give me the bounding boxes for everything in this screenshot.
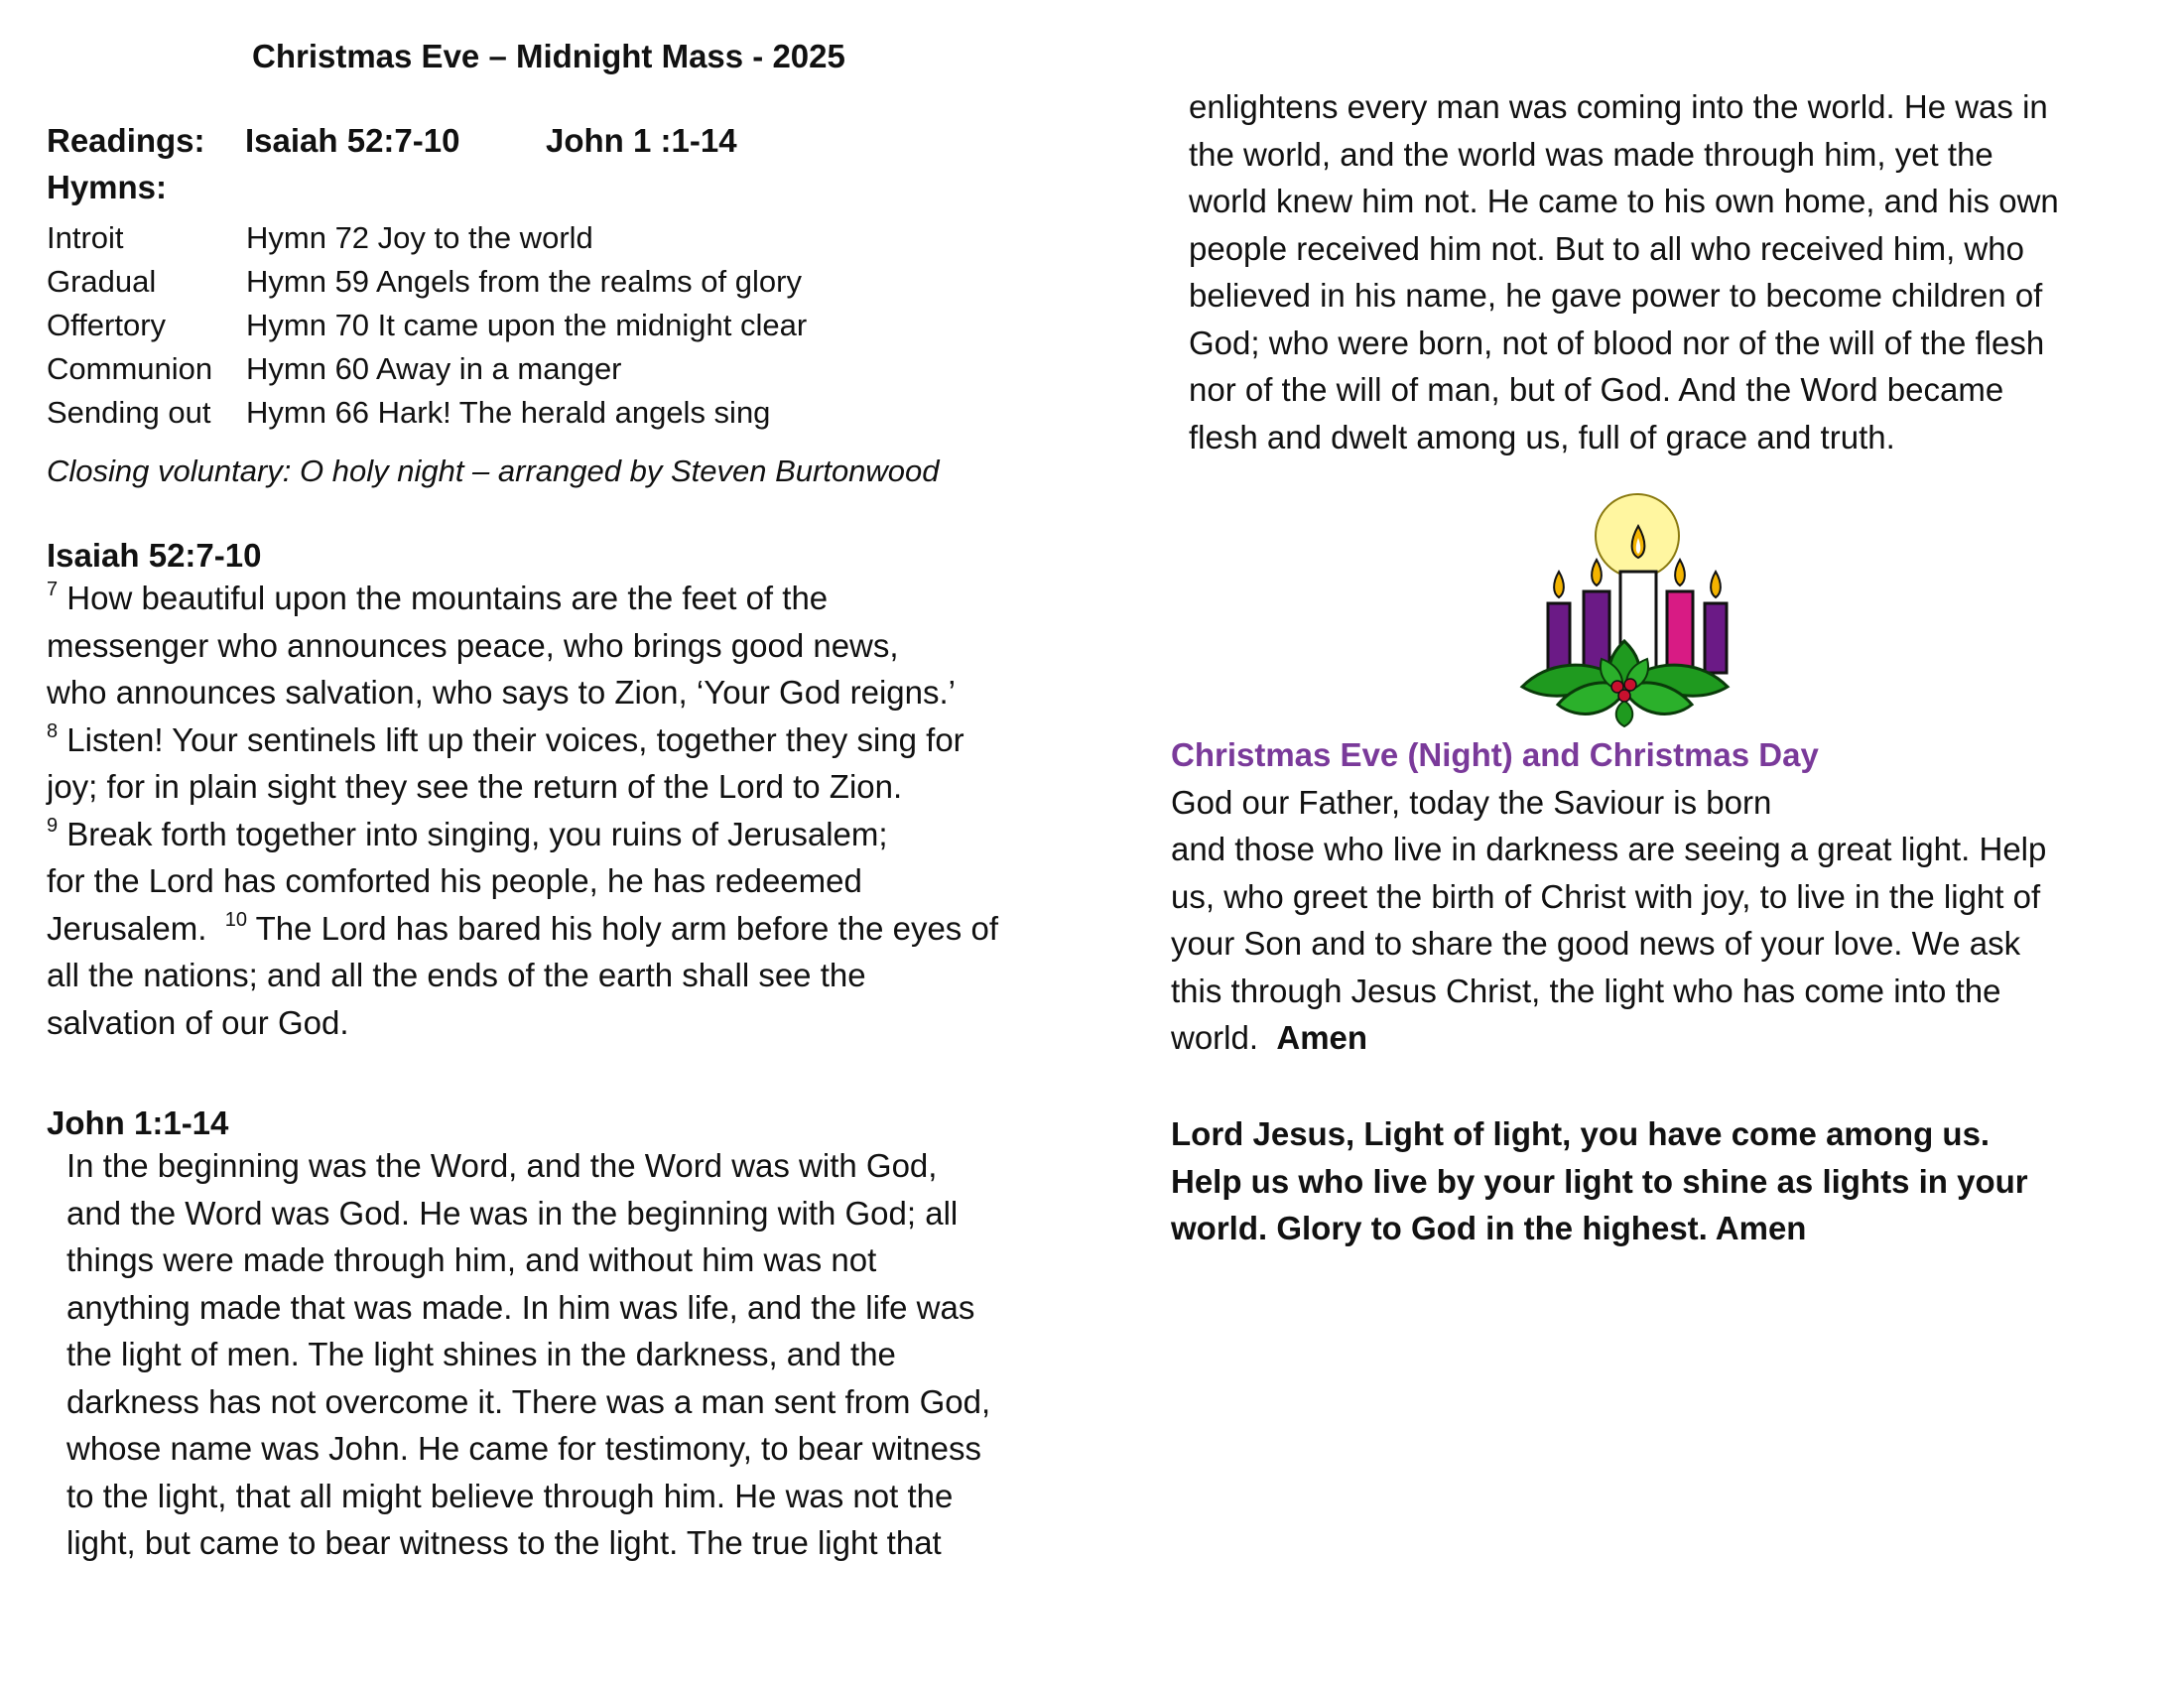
hymn-occasion: Gradual	[47, 264, 157, 299]
verse-number: 10	[224, 908, 247, 931]
hymn-title: Hymn 59 Angels from the realms of glory	[246, 264, 802, 299]
page-title: Christmas Eve – Midnight Mass - 2025	[252, 38, 845, 74]
collect-line: us, who greet the birth of Christ with joy, to live in the light of	[1171, 877, 2041, 915]
hymn-row	[47, 260, 807, 304]
readings-line	[47, 122, 737, 160]
isaiah-line: Break forth together into singing, you ruins of Jerusalem;	[66, 815, 888, 852]
isaiah-reading	[47, 537, 1079, 1046]
john-line: world knew him not. He came to his own home, and his own	[1189, 183, 2059, 219]
isaiah-line: for the Lord has comforted his people, he has redeemed	[47, 862, 862, 899]
john-line: things were made through him, and without him was not	[66, 1241, 877, 1278]
hymn-occasion: Sending out	[47, 395, 211, 430]
reading-first: Isaiah 52:7-10	[245, 122, 460, 159]
collect-text	[1171, 779, 2173, 1062]
isaiah-text	[47, 575, 1079, 1046]
collect-line: world.	[1171, 1019, 1277, 1056]
john-line: people received him not. But to all who received him, who	[1189, 229, 2024, 267]
john-line: believed in his name, he gave power to become children of	[1189, 277, 2043, 314]
john-line: God; who were born, not of blood nor of the will of the flesh	[1189, 324, 2045, 361]
verse-number: 9	[47, 814, 59, 837]
hymn-row	[47, 304, 807, 347]
isaiah-line: all the nations; and all the ends of the earth shall see the	[47, 957, 866, 993]
hymn-row	[47, 347, 807, 391]
collect-amen: Amen	[1276, 1019, 1368, 1056]
john-line: the world, and the world was made through him, yet the	[1189, 135, 1993, 173]
isaiah-line: who announces salvation, who says to Zion, ‘Your God reigns.’	[47, 674, 956, 711]
isaiah-line: The Lord has bared his holy arm before the eyes of	[255, 909, 998, 947]
prayer-line: world. Glory to God in the highest. Amen	[1171, 1210, 1807, 1246]
hymns-label: Hymns:	[47, 169, 168, 205]
isaiah-line: joy; for in plain sight they see the return of the Lord to Zion.	[47, 768, 903, 805]
hymn-row	[47, 391, 807, 435]
isaiah-line: salvation of our God.	[47, 1003, 349, 1041]
closing-voluntary: Closing voluntary: O holy night – arranged by Steven Burtonwood	[47, 454, 940, 488]
isaiah-heading: Isaiah 52:7-10	[47, 537, 262, 574]
advent-wreath-icon	[1518, 492, 1732, 728]
closing-prayer	[1171, 1110, 2173, 1252]
collect-heading: Christmas Eve (Night) and Christmas Day	[1171, 736, 1819, 773]
john-line: and the Word was God. He was in the beginning with God; all	[66, 1194, 959, 1232]
verse-number: 7	[47, 579, 59, 600]
collect-line: and those who live in darkness are seeing a great light. Help	[1171, 831, 2047, 867]
john-line: to the light, that all might believe through him. He was not the	[66, 1477, 954, 1514]
hymn-occasion: Communion	[47, 351, 213, 386]
verse-number: 8	[47, 719, 59, 742]
john-line: In the beginning was the Word, and the Word was with God,	[66, 1147, 938, 1184]
isaiah-line: Jerusalem.	[47, 909, 225, 947]
john-continued	[1189, 83, 2181, 460]
john-reading	[47, 1104, 1079, 1567]
isaiah-line: Listen! Your sentinels lift up their voices, together they sing for	[66, 720, 964, 758]
john-text	[47, 1142, 1079, 1567]
isaiah-line: messenger who announces peace, who brings good news,	[47, 626, 899, 664]
collect-line: this through Jesus Christ, the light who has come into the	[1171, 972, 2001, 1009]
hymn-title: Hymn 60 Away in a manger	[246, 351, 622, 386]
hymn-occasion: Introit	[47, 220, 124, 255]
john-line: anything made that was made. In him was life, and the life was	[66, 1288, 975, 1326]
john-line: the light of men. The light shines in the darkness, and the	[66, 1336, 896, 1372]
john-line: nor of the will of man, but of God. And the Word became	[1189, 371, 2004, 408]
john-heading: John 1:1-14	[47, 1104, 229, 1141]
john-line: light, but came to bear witness to the light. The true light that	[66, 1524, 942, 1561]
isaiah-line: How beautiful upon the mountains are the feet of the	[66, 580, 829, 616]
john-line: darkness has not overcome it. There was a man sent from God,	[66, 1382, 991, 1420]
john-line: enlightens every man was coming into the world. He was in	[1189, 88, 2048, 125]
hymn-occasion: Offertory	[47, 308, 167, 342]
hymn-title: Hymn 66 Hark! The herald angels sing	[246, 395, 771, 430]
readings-label: Readings:	[47, 122, 205, 159]
collect	[1171, 731, 2173, 1062]
hymn-list	[47, 216, 807, 435]
hymn-title: Hymn 72 Joy to the world	[246, 220, 593, 255]
reading-second: John 1 :1-14	[546, 122, 737, 159]
collect-line: your Son and to share the good news of your love. We ask	[1171, 925, 2021, 962]
hymn-row	[47, 216, 807, 260]
prayer-line: Help us who live by your light to shine as lights in your	[1171, 1162, 2028, 1200]
john-line: flesh and dwelt among us, full of grace and truth.	[1189, 418, 1895, 455]
prayer-line: Lord Jesus, Light of light, you have come among us.	[1171, 1115, 1991, 1152]
hymn-title: Hymn 70 It came upon the midnight clear	[246, 308, 808, 342]
collect-line: God our Father, today the Saviour is born	[1171, 783, 1772, 821]
john-line: whose name was John. He came for testimony, to bear witness	[66, 1430, 981, 1467]
